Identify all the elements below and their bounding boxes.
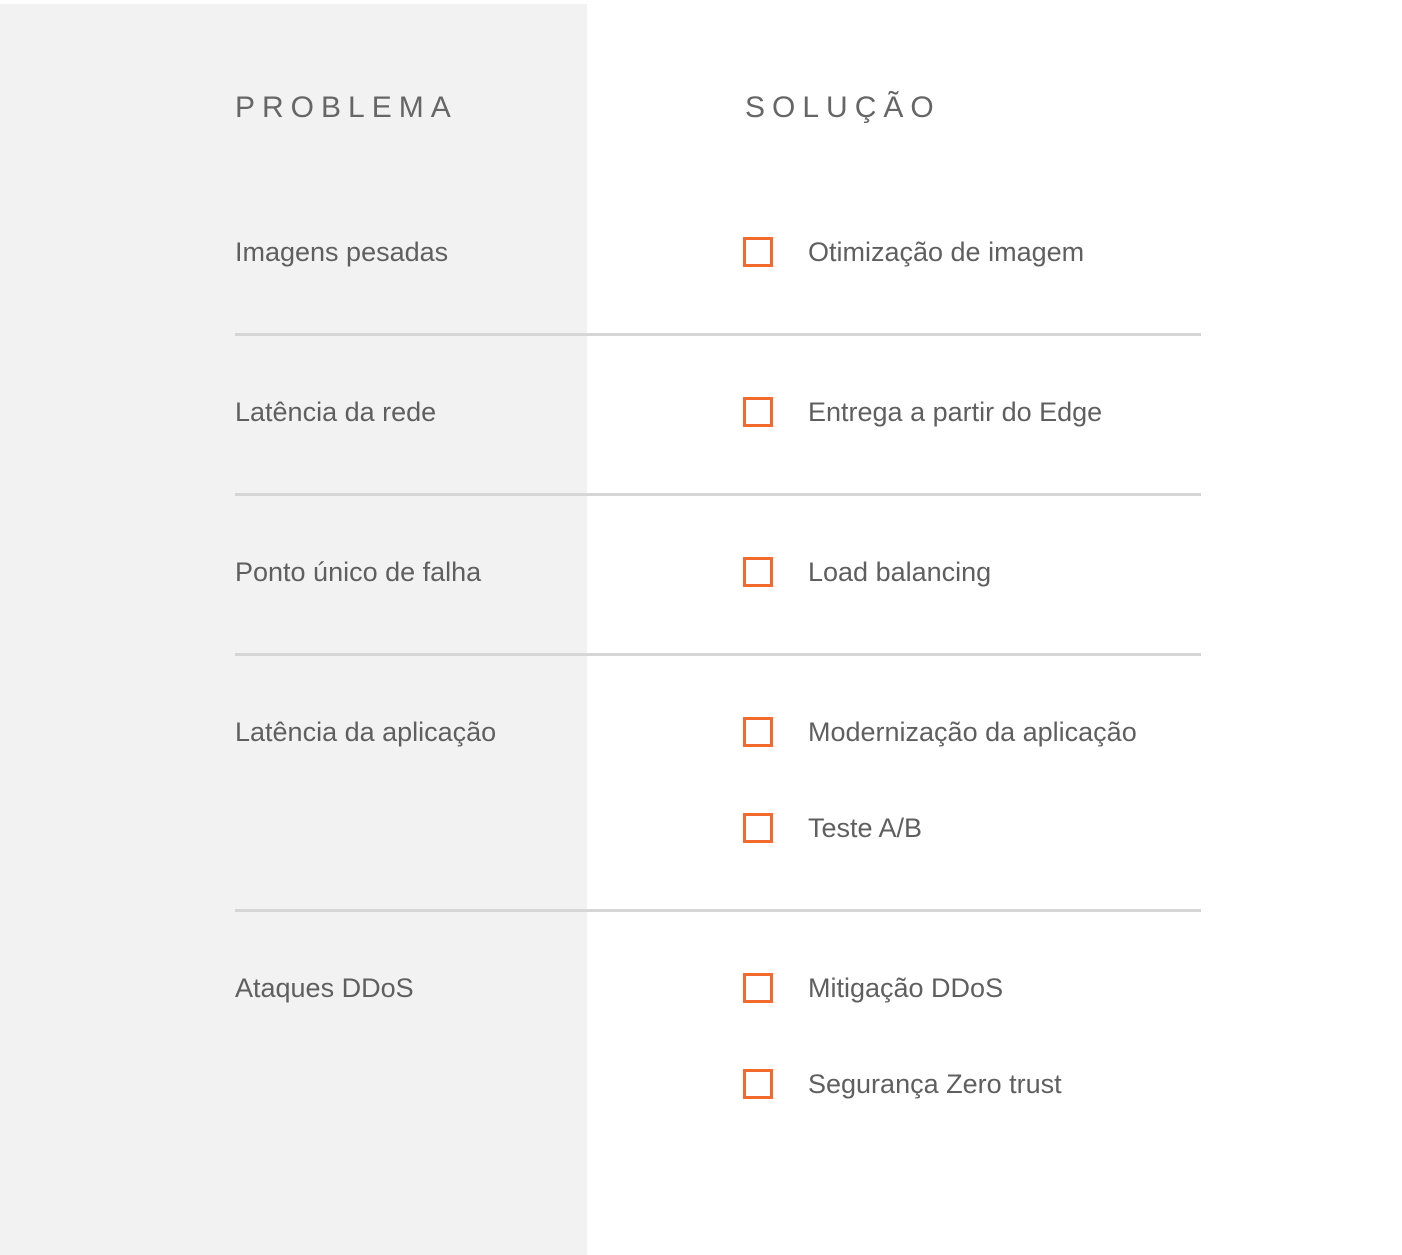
table-row [235, 336, 1201, 496]
solution-label: Teste A/B [808, 813, 923, 843]
solution-option[interactable] [743, 714, 1137, 750]
solution-option[interactable] [743, 810, 922, 846]
solution-label: Mitigação DDoS [808, 973, 1004, 1003]
table-row [235, 912, 1201, 1152]
solution-option[interactable] [743, 554, 991, 590]
checkbox[interactable] [743, 237, 773, 267]
checkbox[interactable] [743, 813, 773, 843]
solution-column-header: SOLUÇÃO [745, 91, 941, 124]
checkbox[interactable] [743, 973, 773, 1003]
solution-option[interactable] [743, 1066, 1062, 1102]
problem-label: Imagens pesadas [235, 237, 449, 267]
problem-label: Latência da aplicação [235, 717, 497, 747]
problem-label: Latência da rede [235, 397, 437, 427]
checkbox[interactable] [743, 557, 773, 587]
problem-label: Ataques DDoS [235, 973, 414, 1003]
table-row [235, 656, 1201, 912]
checkbox[interactable] [743, 717, 773, 747]
solution-option[interactable] [743, 234, 1084, 270]
table-row [235, 200, 1201, 336]
table-row [235, 496, 1201, 656]
solution-label: Entrega a partir do Edge [808, 397, 1103, 427]
problem-label: Ponto único de falha [235, 557, 482, 587]
solution-option[interactable] [743, 970, 1003, 1006]
checkbox[interactable] [743, 1069, 773, 1099]
solution-label: Segurança Zero trust [808, 1069, 1062, 1099]
problem-column-header: PROBLEMA [235, 91, 458, 124]
solution-option[interactable] [743, 394, 1102, 430]
solution-label: Otimização de imagem [808, 237, 1085, 267]
checkbox[interactable] [743, 397, 773, 427]
solution-label: Load balancing [808, 557, 992, 587]
solution-label: Modernização da aplicação [808, 717, 1137, 747]
